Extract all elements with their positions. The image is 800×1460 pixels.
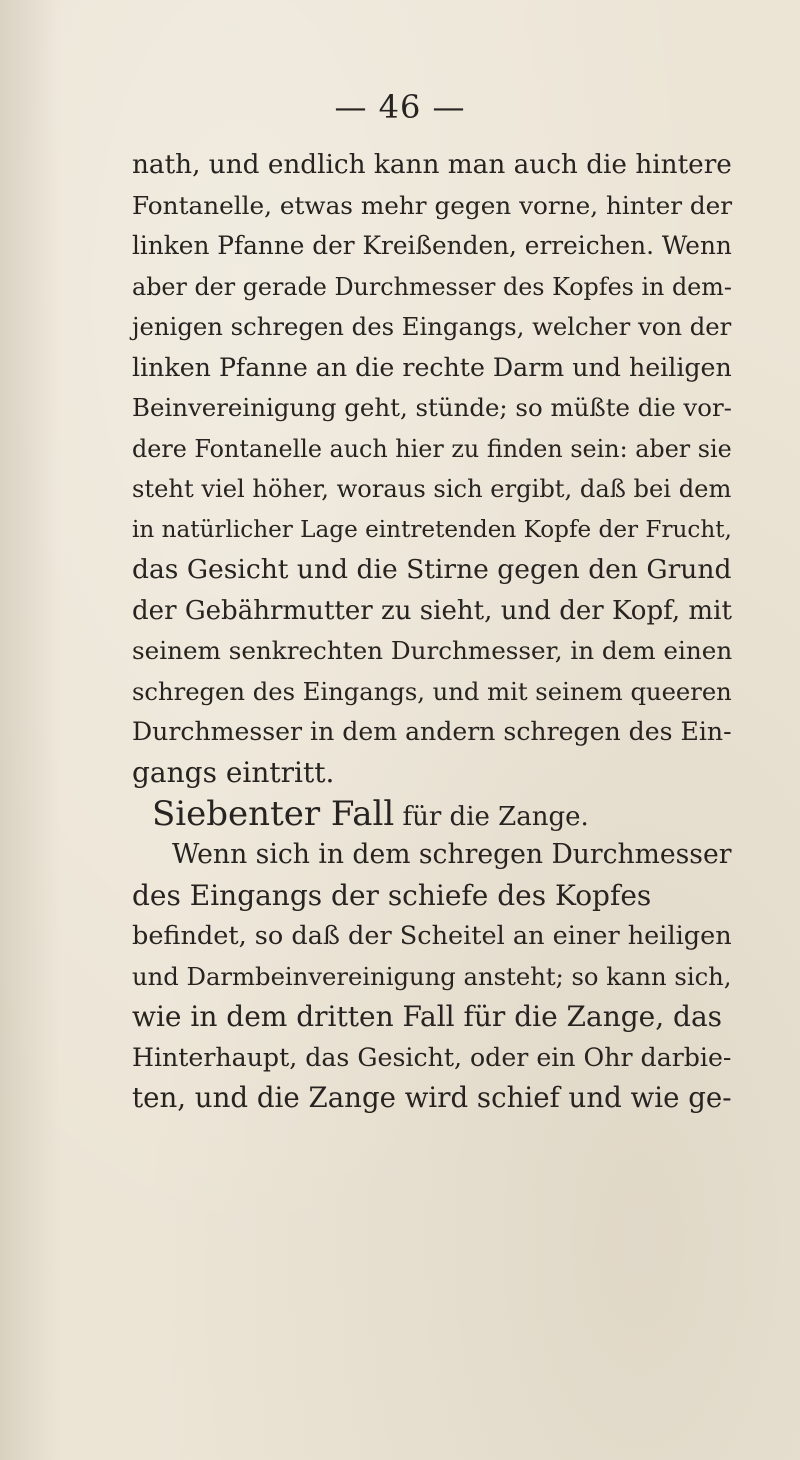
page-number: — 46 — bbox=[334, 88, 466, 126]
text-line: schregen des Eingangs, und mit seinem queeren bbox=[132, 676, 732, 706]
text-line: befindet, so daß der Scheitel an einer heiligen bbox=[132, 921, 732, 951]
section-heading-rest: für die Zange. bbox=[394, 802, 589, 832]
text-line: linken Pfanne an die rechte Darm und heiligen bbox=[132, 352, 732, 382]
text-line: seinem senkrechten Durchmesser, in dem einen bbox=[132, 636, 733, 665]
text-line: gangs eintritt. bbox=[132, 755, 335, 789]
section-heading-main: Siebenter Fall bbox=[152, 794, 395, 834]
section-heading bbox=[132, 793, 732, 835]
text-line: Hinterhaupt, das Gesicht, oder ein Ohr darbie- bbox=[132, 1042, 732, 1072]
text-line: aber der gerade Durchmesser des Kopfes in dem- bbox=[132, 272, 732, 301]
body-text bbox=[132, 145, 732, 1119]
text-line: ten, und die Zange wird schief und wie ge- bbox=[132, 1081, 732, 1114]
text-line: des Eingangs der schiefe des Kopfes bbox=[132, 878, 652, 912]
text-line: der Gebährmutter zu sieht, und der Kopf, mit bbox=[132, 595, 732, 626]
text-line: Wenn sich in dem schregen Durchmesser bbox=[172, 839, 732, 870]
text-line: nath, und endlich kann man auch die hintere bbox=[132, 150, 732, 180]
text-line: wie in dem dritten Fall für die Zange, das bbox=[132, 1000, 723, 1033]
text-line: Durchmesser in dem andern schregen des Ein- bbox=[132, 717, 732, 746]
text-line: dere Fontanelle auch hier zu finden sein: aber sie bbox=[132, 434, 732, 463]
text-line: linken Pfanne der Kreißenden, erreichen. Wenn bbox=[132, 231, 732, 260]
text-line: Fontanelle, etwas mehr gegen vorne, hinter der bbox=[132, 190, 733, 220]
page-gutter-shadow bbox=[0, 0, 60, 1460]
text-line: das Gesicht und die Stirne gegen den Grund bbox=[132, 554, 732, 585]
text-line: steht viel höher, woraus sich ergibt, daß bei dem bbox=[132, 475, 732, 503]
text-line: in natürlicher Lage eintretenden Kopfe der Frucht, bbox=[132, 516, 732, 543]
text-line: jenigen schregen des Eingangs, welcher von der bbox=[132, 312, 732, 341]
text-line: Beinvereinigung geht, stünde; so müßte die vor- bbox=[132, 393, 732, 422]
text-line: und Darmbeinvereinigung ansteht; so kann sich, bbox=[132, 961, 732, 991]
